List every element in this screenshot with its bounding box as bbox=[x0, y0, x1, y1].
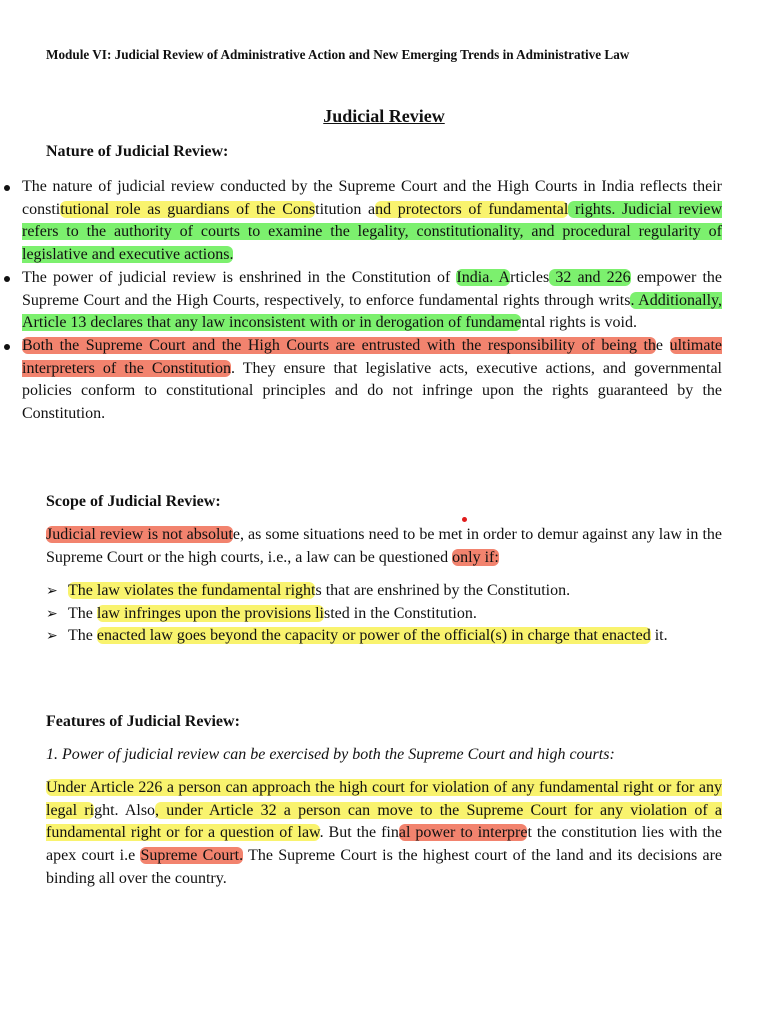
scope-paragraph: Judicial review is not absolute, as some situations need to be met in order to demur against any law in the Supreme Court or the high courts, i.e., a law can be questioned only if: bbox=[46, 526, 722, 566]
features-heading: Features of Judicial Review: bbox=[46, 713, 240, 730]
scope-item-1: ➢ The law violates the fundamental rights that are enshrined by the Constitution. bbox=[46, 580, 722, 603]
page-title: Judicial Review bbox=[323, 106, 445, 126]
nature-bullet-list bbox=[22, 176, 722, 426]
scope-item-2: ➢ The law infringes upon the provisions listed in the Constitution. bbox=[46, 603, 722, 626]
nature-bullet-1: The nature of judicial review conducted by the Supreme Court and the High Courts in India reflects their constitutional role as guardians of the Constitution and protectors of fundamental rights. Judicial review refers to the authority of courts to examine the legality, constitutionality, and procedural regularity of legislative and executive actions. bbox=[22, 176, 722, 267]
scope-item-3: ➢ The enacted law goes beyond the capacity or power of the official(s) in charge that enacted it. bbox=[46, 625, 722, 648]
features-paragraph: Under Article 226 a person can approach the high court for violation of any fundamental right or for any legal right. Also, under Article 32 a person can move to the Supreme Court for any violation of a fundamental right or for a question of law. But the final power to interpret the constitution lies with the apex court i.e Supreme Court. The Supreme Court is the highest court of the land and its decisions are binding all over the country. bbox=[46, 779, 723, 887]
nature-bullet-3: Both the Supreme Court and the High Courts are entrusted with the responsibility of being the ultimate interpreters of the Constitution. They ensure that legislative acts, executive actions, and governmental policies conform to constitutional principles and do not infringe upon the rights guaranteed by the Constitution. bbox=[22, 335, 722, 426]
features-subheading-1: 1. Power of judicial review can be exercised by both the Supreme Court and high courts: bbox=[46, 746, 615, 763]
module-title: Module VI: Judicial Review of Administrative Action and New Emerging Trends in Administrative Law bbox=[46, 47, 630, 62]
nature-bullet-2: The power of judicial review is enshrined in the Constitution of India. Articles 32 and 226 empower the Supreme Court and the High Courts, respectively, to enforce fundamental rights through writs. Additionally, Article 13 declares that any law inconsistent with or in derogation of fundamental rights is void. bbox=[22, 267, 722, 335]
nature-heading: Nature of Judicial Review: bbox=[46, 143, 229, 160]
scope-heading: Scope of Judicial Review: bbox=[46, 493, 221, 510]
scope-arrow-list bbox=[46, 580, 722, 648]
pen-mark bbox=[462, 517, 467, 522]
